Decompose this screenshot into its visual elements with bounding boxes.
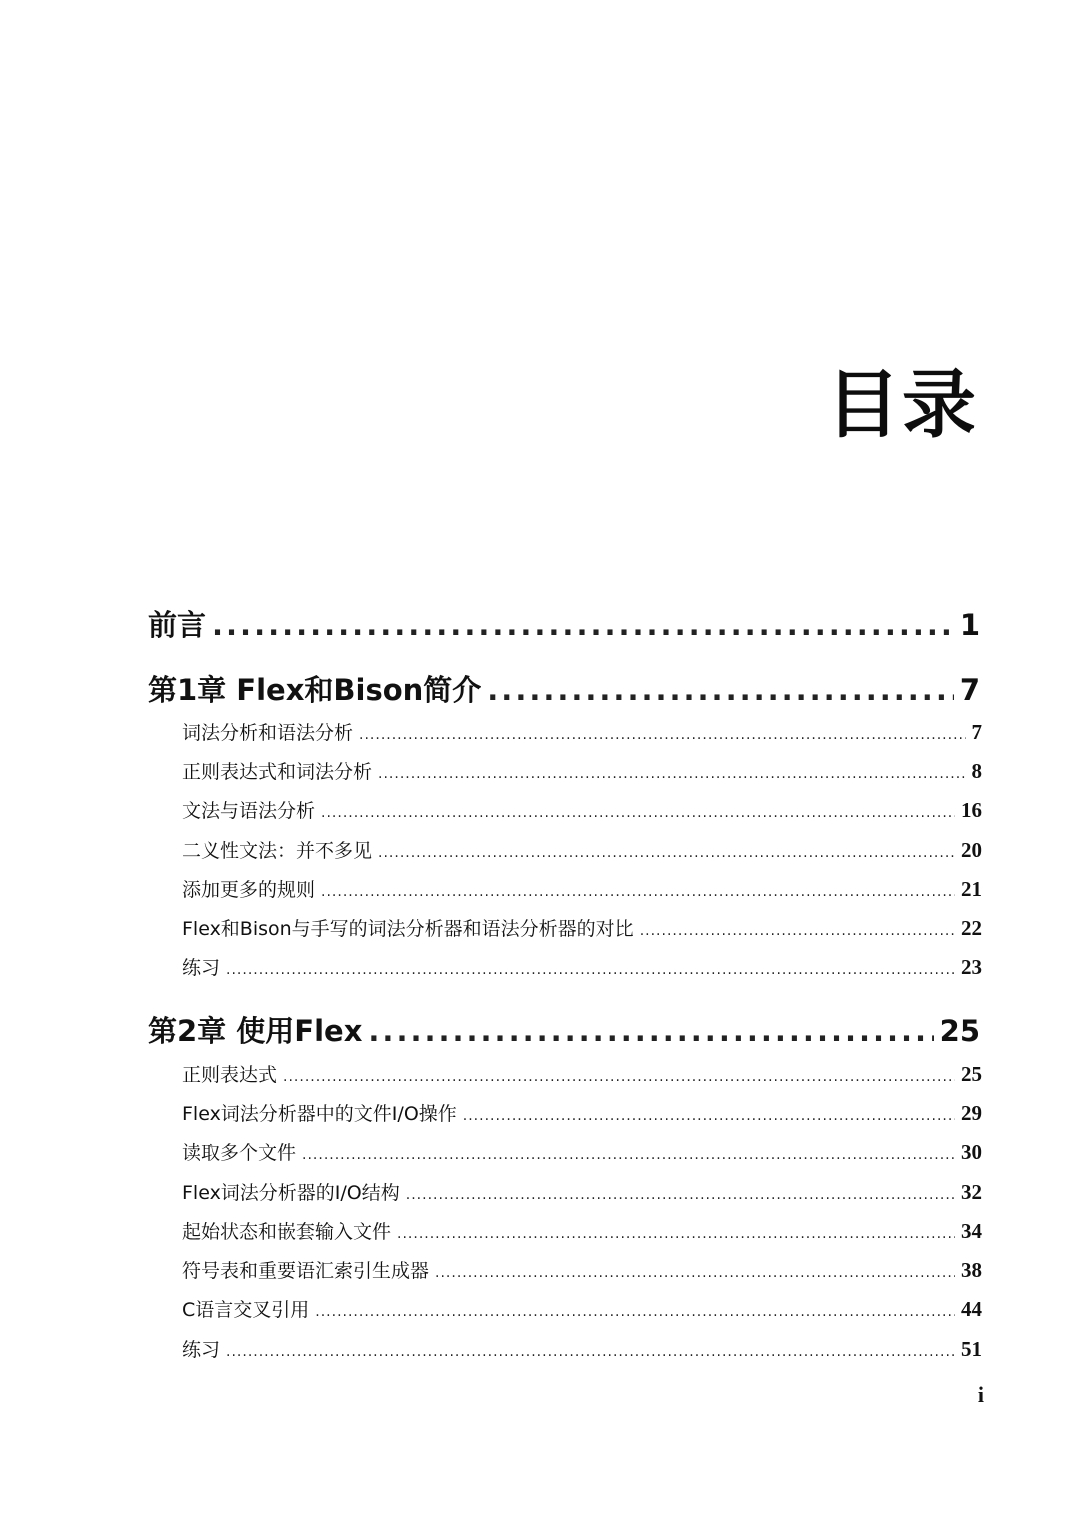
dot-leader	[435, 1265, 955, 1281]
dot-leader	[315, 1304, 955, 1320]
toc-chapter-title: 第1章 Flex和Bison简介	[148, 673, 482, 707]
toc-section[interactable]	[182, 718, 982, 745]
dot-leader	[640, 923, 955, 939]
toc-section-title: 起始状态和嵌套输入文件	[182, 1221, 392, 1243]
dot-leader	[302, 1147, 955, 1163]
page-folio: i	[977, 1382, 984, 1407]
toc-section[interactable]	[182, 1138, 982, 1165]
toc-section-page: 34	[961, 1219, 982, 1243]
toc-section-page: 20	[961, 838, 982, 862]
toc-section-title: Flex词法分析器的I/O结构	[182, 1182, 400, 1204]
dot-leader	[283, 1069, 955, 1085]
dot-leader	[397, 1226, 955, 1242]
toc-section[interactable]	[182, 1178, 982, 1205]
toc-section-title: 词法分析和语法分析	[182, 722, 354, 744]
toc-section-page: 29	[961, 1101, 982, 1125]
toc-section[interactable]	[182, 1099, 982, 1126]
toc-section[interactable]	[182, 836, 982, 863]
toc-section-page: 44	[961, 1297, 982, 1321]
toc-section[interactable]	[182, 1295, 982, 1322]
toc-section-page: 23	[961, 955, 982, 979]
dot-leader	[378, 845, 955, 861]
toc-chapter-title: 第2章 使用Flex	[148, 1014, 363, 1048]
toc-section[interactable]	[182, 875, 982, 902]
toc-section-page: 30	[961, 1140, 982, 1164]
toc-section[interactable]	[182, 953, 982, 980]
dot-leader	[226, 1344, 955, 1360]
dot-leader	[368, 1014, 933, 1048]
dot-leader	[406, 1187, 955, 1203]
toc-chapter-page: 7	[959, 673, 980, 707]
toc-section-page: 22	[961, 916, 982, 940]
toc-chapter-1[interactable]	[148, 668, 980, 709]
toc-section-title: 文法与语法分析	[182, 800, 316, 822]
toc-section-page: 32	[961, 1180, 982, 1204]
dot-leader	[212, 608, 954, 642]
toc-section-page: 21	[961, 877, 982, 901]
dot-leader	[359, 727, 965, 743]
toc-section[interactable]	[182, 1060, 982, 1087]
toc-chapter-page: 25	[939, 1014, 980, 1048]
dot-leader	[321, 805, 955, 821]
toc-entry-title: 前言	[148, 608, 207, 642]
toc-section-title: 练习	[182, 957, 221, 979]
toc-section-page: 38	[961, 1258, 982, 1282]
toc-section[interactable]	[182, 914, 982, 941]
toc-section-title: 符号表和重要语汇索引生成器	[182, 1260, 430, 1282]
toc-section-title: Flex和Bison与手写的词法分析器和语法分析器的对比	[182, 918, 634, 940]
toc-section-title: 练习	[182, 1339, 221, 1361]
dot-leader	[463, 1108, 955, 1124]
toc-section-title: 二义性文法：并不多见	[182, 840, 373, 862]
page-title: 目录	[826, 362, 978, 448]
toc-section-title: C语言交叉引用	[182, 1299, 310, 1321]
toc-section-page: 16	[961, 798, 982, 822]
toc-section-page: 25	[961, 1062, 982, 1086]
dot-leader	[378, 766, 965, 782]
toc-section-title: 读取多个文件	[182, 1142, 297, 1164]
toc-section[interactable]	[182, 1256, 982, 1283]
toc-section-title: 正则表达式	[182, 1064, 278, 1086]
toc-section[interactable]	[182, 757, 982, 784]
toc-entry-preface[interactable]	[148, 603, 980, 644]
toc-section-title: Flex词法分析器中的文件I/O操作	[182, 1103, 457, 1125]
toc-section[interactable]	[182, 1335, 982, 1362]
toc-section-title: 添加更多的规则	[182, 879, 316, 901]
toc-chapter-2[interactable]	[148, 1009, 980, 1050]
dot-leader	[487, 673, 954, 707]
toc-section-title: 正则表达式和词法分析	[182, 761, 373, 783]
dot-leader	[226, 962, 955, 978]
toc-section-page: 51	[961, 1337, 982, 1361]
toc-section[interactable]	[182, 796, 982, 823]
toc-section-page: 8	[971, 759, 982, 783]
dot-leader	[321, 884, 955, 900]
toc-section-page: 7	[971, 720, 982, 744]
toc-entry-page: 1	[959, 608, 980, 642]
toc-section[interactable]	[182, 1217, 982, 1244]
